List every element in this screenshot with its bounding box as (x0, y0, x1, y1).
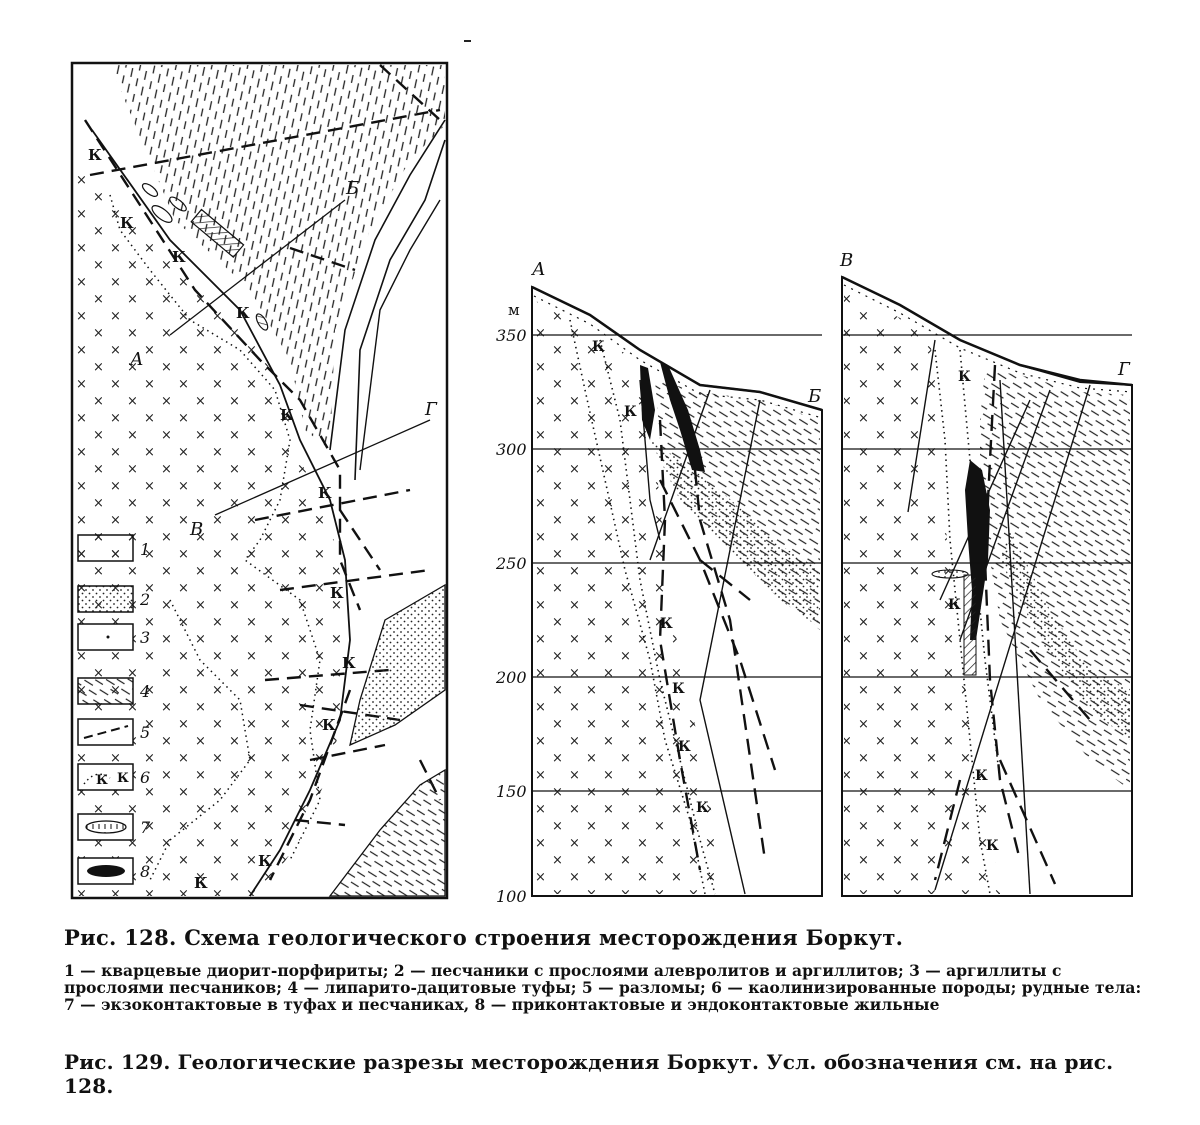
vg-ore-exo (964, 575, 976, 675)
kaolin-mark: К (330, 584, 344, 602)
svg-text:3: 3 (140, 628, 151, 647)
map-label-b: Б (346, 178, 360, 199)
svg-text:7: 7 (140, 818, 151, 837)
svg-text:1: 1 (140, 540, 151, 559)
kaolin-mark: К (258, 852, 272, 870)
kaolin-mark: К (342, 654, 356, 672)
depth-tick-label: 200 (496, 668, 527, 687)
svg-text:К: К (975, 768, 988, 784)
section-ab (532, 287, 822, 896)
depth-unit: м (508, 301, 520, 319)
svg-text:К: К (660, 616, 673, 632)
section-label-b: Б (808, 386, 822, 407)
kaolin-mark: К (318, 484, 332, 502)
svg-text:К: К (958, 369, 971, 385)
depth-tick-label: 250 (496, 554, 527, 573)
svg-text:К: К (986, 838, 999, 854)
kaolin-mark: К (322, 716, 336, 734)
caption-fig-128: Рис. 128. Схема геологического строения месторождения Боркут. (64, 925, 904, 950)
section-label-v: В (840, 250, 854, 271)
kaolin-mark: К (194, 874, 208, 892)
depth-tick-label: 150 (496, 782, 527, 801)
depth-tick-label: 350 (496, 326, 527, 345)
legend-swatch-1 (78, 535, 133, 561)
legend-swatch-3 (78, 624, 133, 650)
map-128 (72, 63, 447, 898)
vg-ore-lens (932, 570, 968, 578)
legend-swatch-2 (78, 586, 133, 612)
section-label-a: А (532, 259, 546, 280)
svg-text:К: К (678, 739, 691, 755)
svg-text:4: 4 (140, 682, 151, 701)
map-label-a: А (130, 349, 144, 370)
kaolin-mark: К (172, 248, 186, 266)
map-label-v: В (190, 519, 204, 540)
svg-text:К: К (624, 404, 637, 420)
kaolin-mark: К (88, 146, 102, 164)
svg-text:6: 6 (140, 768, 151, 787)
section-vg (842, 277, 1132, 896)
legend-description: 1 — кварцевые диорит-порфириты; 2 — песчаники с прослоями алевролитов и аргиллитов; 3 — аргиллиты с прослоями песчаников; 4 — липарито-дацитовые туфы; 5 — разломы; 6 — каолинизированные породы; рудные тела: 7 — экзоконтактовые в туфах и песчаниках, 8 — приконтактовые и эндоконтактовые жильные (64, 961, 1142, 1014)
map-label-g: Г (425, 399, 437, 420)
depth-tick-label: 300 (496, 440, 527, 459)
svg-text:8: 8 (140, 862, 151, 881)
section-label-g: Г (1118, 359, 1130, 380)
svg-text:5: 5 (140, 723, 151, 742)
svg-text:2: 2 (140, 590, 151, 609)
legend-swatch-4 (78, 678, 133, 704)
caption-fig-129: Рис. 129. Геологические разрезы месторождения Боркут. Усл. обозначения см. на рис. 128. (64, 1050, 1114, 1098)
kaolin-mark: К (120, 214, 134, 232)
svg-text:К: К (672, 681, 685, 697)
kaolin-mark: К (236, 304, 250, 322)
kaolin-mark: К (280, 406, 294, 424)
legend-k-small-2: К (117, 771, 129, 786)
depth-tick-label: 100 (496, 887, 527, 906)
svg-text:К: К (948, 597, 961, 613)
svg-text:К: К (696, 800, 709, 816)
legend-k-small: К (96, 773, 108, 788)
svg-text:К: К (592, 339, 605, 355)
